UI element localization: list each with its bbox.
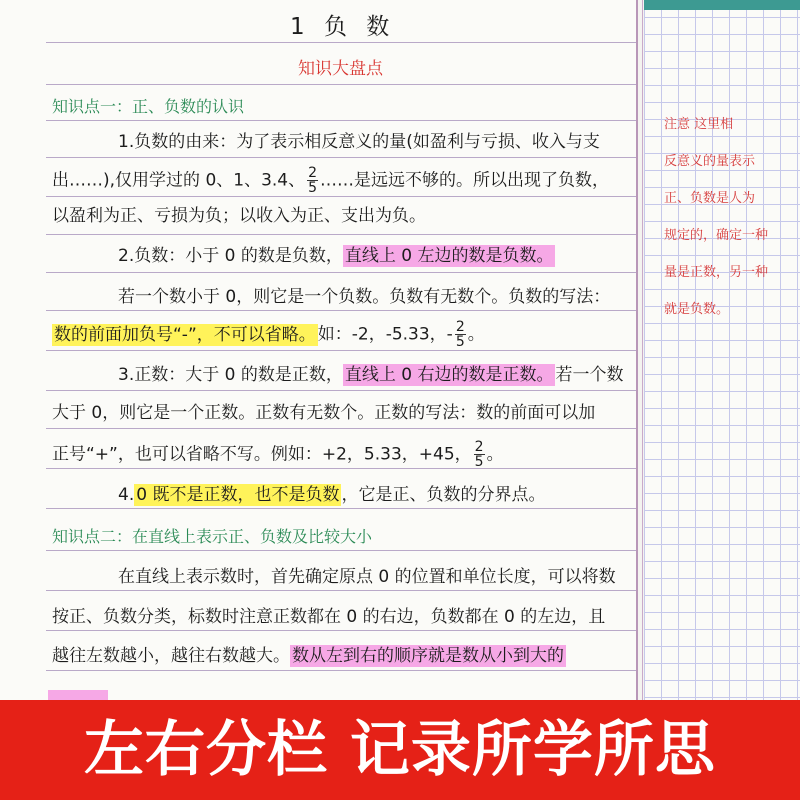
paragraph-1-line-1: 1.负数的由来：为了表示相反意义的量(如盈利与亏损、收入与支 <box>118 132 600 152</box>
ruled-line <box>46 272 636 273</box>
ruled-line <box>46 590 636 591</box>
paragraph-4-line-3-start: 正号“+”，也可以省略不写。例如：+2，5.33，+45， <box>52 444 472 465</box>
ruled-line <box>46 390 636 391</box>
ruled-line <box>46 196 636 197</box>
ruled-line <box>46 84 636 85</box>
highlight-yellow: 数的前面加负号“-”，不可以省略。 <box>54 324 316 345</box>
ruled-line <box>46 350 636 351</box>
paragraph-5-number: 4. <box>118 485 135 505</box>
section-subtitle: 知识大盘点 <box>298 59 383 79</box>
knowledge-point-1-heading: 知识点一：正、负数的认识 <box>52 97 245 116</box>
ruled-line <box>46 428 636 429</box>
fraction-numerator: 2 <box>308 165 318 181</box>
ruled-line <box>46 550 636 551</box>
side-note-line: 量是正数，另一种 <box>664 265 769 280</box>
side-note-line: 反意义的量表示 <box>664 154 756 169</box>
side-note-line: 就是负数。 <box>664 302 730 317</box>
paragraph-4-line-2: 大于 0，则它是一个正数。正数有无数个。正数的写法：数的前面可以加 <box>52 403 596 423</box>
highlight-pink: 数从左到右的顺序就是数从小到大的 <box>292 646 564 666</box>
column-divider <box>636 0 638 700</box>
fraction-numerator: 2 <box>455 319 465 335</box>
highlight-pink: 直线上 0 右边的数是正数。 <box>344 365 554 385</box>
paragraph-2-text: 2.负数：小于 0 的数是负数， <box>118 246 343 266</box>
paragraph-2 <box>118 245 555 267</box>
paragraph-4-line-1 <box>118 364 623 386</box>
fraction <box>455 320 466 349</box>
cut-off-highlight <box>48 690 108 700</box>
side-note-line: 注意 这里相 <box>664 117 734 132</box>
paragraph-4-text-end: 若一个数 <box>555 365 624 385</box>
paragraph-1-line-2-end: ……是远远不够的。所以出现了负数， <box>320 170 610 191</box>
paragraph-6-line-3 <box>52 645 566 667</box>
fraction-denominator: 5 <box>474 454 484 470</box>
side-note-line: 规定的，确定一种 <box>664 228 769 243</box>
fraction <box>474 440 485 469</box>
ruled-line <box>46 234 636 235</box>
grid-column <box>644 0 800 700</box>
paragraph-3-end: 。 <box>467 324 485 345</box>
side-note-line: 正、负数是人为 <box>664 191 756 206</box>
promo-banner <box>0 700 800 800</box>
paragraph-3-line-2 <box>52 320 485 349</box>
highlight-pink: 直线上 0 左边的数是负数。 <box>344 246 554 266</box>
paragraph-1-line-2-start: 出……),仅用学过的 0、1、3.4、 <box>52 170 306 191</box>
ruled-line <box>46 120 636 121</box>
fraction-denominator: 5 <box>455 334 465 350</box>
fraction <box>307 166 318 195</box>
knowledge-point-2-heading: 知识点二：在直线上表示正、负数及比较大小 <box>52 527 373 546</box>
ruled-line <box>46 310 636 311</box>
paragraph-4-text: 3.正数：大于 0 的数是正数， <box>118 365 343 385</box>
paragraph-6-line-2: 按正、负数分类，标数时注意正数都在 0 的右边，负数都在 0 的左边，且 <box>52 607 606 627</box>
ruled-line <box>46 630 636 631</box>
ruled-line <box>46 157 636 158</box>
paragraph-5 <box>118 484 545 506</box>
paragraph-3-line-1: 若一个数小于 0，则它是一个负数。负数有无数个。负数的写法： <box>118 287 611 307</box>
paragraph-1-line-3: 以盈利为正、亏损为负；以收入为正、支出为负。 <box>52 206 426 226</box>
paragraph-6-line-3-text: 越往左数越小，越往右数越大。 <box>52 646 290 666</box>
side-note <box>664 114 780 321</box>
column-divider-inner <box>642 0 643 700</box>
page-title: 1 负 数 <box>290 14 396 40</box>
top-color-strip <box>644 0 800 10</box>
ruled-line <box>46 508 636 509</box>
paragraph-6-line-1: 在直线上表示数时，首先确定原点 0 的位置和单位长度，可以将数 <box>118 567 616 587</box>
fraction-denominator: 5 <box>308 180 318 196</box>
highlight-yellow: 0 既不是正数，也不是负数 <box>136 485 340 505</box>
ruled-line <box>46 670 636 671</box>
paragraph-1-line-2 <box>52 166 609 195</box>
paragraph-3-examples: 如：-2，-5.33，- <box>317 324 453 345</box>
ruled-line <box>46 42 636 43</box>
paragraph-4-line-3-end: 。 <box>486 444 504 465</box>
paragraph-5-end: ，它是正、负数的分界点。 <box>341 485 546 505</box>
banner-text: 左右分栏 记录所学所思 <box>84 715 716 785</box>
paragraph-4-line-3 <box>52 440 504 469</box>
fraction-numerator: 2 <box>474 439 484 455</box>
